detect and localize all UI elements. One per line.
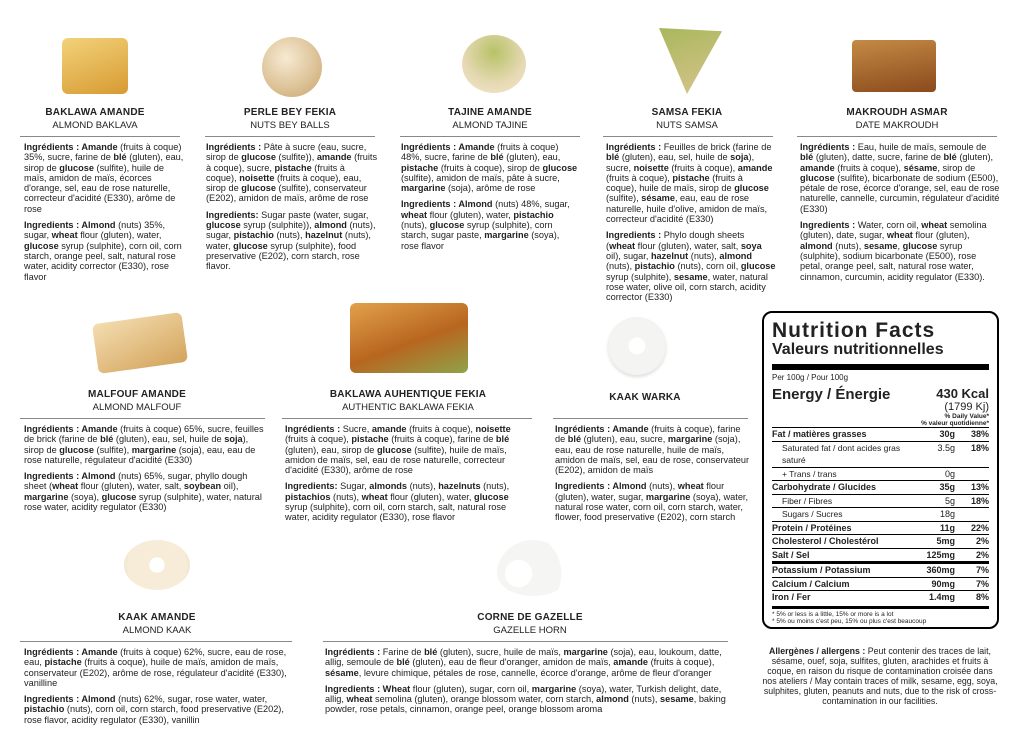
nutrient-name: Fiber / Fibres (782, 495, 833, 506)
ingredients-fr: Ingrédients : Amande (fruits à coque) 65%, sucre, feuilles de brick (farine de blé (gluten), eau, sel, huile de soja), sirop de glucose (sulfite), margarine (soja), eau, eau de rose naturelle, régulateur d'acidité (E330) (24, 424, 264, 465)
malfouf-amande-ingredients (24, 424, 266, 518)
nutrient-amount: 0g (944, 468, 955, 479)
nutrient-amount: 35g (939, 482, 955, 492)
ingredients-fr: Ingrédients : Amande (fruits à coque) 62%, sucre, eau de rose, eau, pistache (fruits à coque), huile de maïs, amidon de maïs, conservateur (E202), arôme de rose, régulateur d'acidité (E330), vanilline (24, 647, 287, 688)
nutrition-facts-panel (762, 311, 999, 629)
ingredients-fr: Ingrédients : Pâte à sucre (eau, sucre, sirop de glucose (sulfite)), amande (fruits à coque), sucre, pistache (fruits à coque), noisette (fruits à coque), eau, sirop de glucose (sulfite), conservateur (E202), amidon de maïs, arôme de rose (206, 142, 378, 204)
makroudh-asmar-ingredients (800, 142, 1000, 288)
energy-kcal: 430 Kcal (936, 386, 989, 401)
baklawa-fekia-ingredients (285, 424, 533, 529)
ingredients-fr: Ingrédients : Amande (fruits à coque) 35%, sucre, farine de blé (gluten), eau, sirop de glucose (sulfite), huile de maïs, amidon de maïs, écorces d'orange, sel, eau de rose naturelle, correcteur d'acidité (E330), arôme de rose (24, 142, 184, 214)
nutrient-percent: 13% (970, 482, 989, 492)
nutrient-name: Fat / matières grasses (772, 429, 867, 439)
nutrient-name: Calcium / Calcium (772, 578, 850, 589)
nutrient-name: Saturated fat / dont acides gras saturé (782, 442, 901, 465)
baklawa-amande-ingredients (24, 142, 186, 288)
ingredients-en: Ingredients: Sugar, almonds (nuts), hazelnuts (nuts), pistachios (nuts), wheat flour (gluten), water, glucose syrup (sulphite), corn oil, corn starch, salt, natural rose water, acidity regulator (E330), rose flavor (285, 481, 510, 523)
daily-value-en: % Daily Value* (944, 413, 989, 420)
baklawa-amande-title: BAKLAWA AMANDE (45, 107, 145, 118)
nutrient-row (772, 548, 989, 562)
energy-row (772, 386, 989, 413)
perle-bey-title: PERLE BEY FEKIA (243, 107, 337, 118)
divider (553, 418, 748, 419)
kaak-amande-photo (124, 540, 190, 590)
ingredients-en: Ingredients : Almond (nuts), wheat flour (gluten), water, sugar, margarine (soya), water, natural rose water, corn oil, corn starch, water, flower, food preservative (E202), corn starch (555, 481, 749, 523)
ingredients-en: Ingredients : Water, corn oil, wheat semolina (gluten), date, sugar, wheat flour (gluten), almond (nuts), sesame, glucose syrup (sulphite), sodium bicarbonate (E500), rose petal, orange peel, salt, natural rose water, cinnamon, curcumin, acidity regulator (E330). (800, 220, 987, 282)
divider (603, 136, 773, 137)
footnote-en: * 5% or less is a little, 15% or more is a lot (772, 610, 894, 618)
kaak-amande-ingredients (24, 647, 292, 731)
tajine-amande-photo (462, 35, 526, 93)
perle-bey-ingredients (206, 142, 378, 278)
nutrient-name: Cholesterol / Cholestérol (772, 536, 879, 546)
nutrient-amount: 5g (944, 495, 955, 506)
divider (400, 136, 580, 137)
nutrient-amount: 18g (939, 509, 955, 519)
nutrient-percent: 38% (970, 429, 989, 439)
daily-value-fr: % valeur quotidienne* (921, 420, 989, 427)
tajine-amande-title: TAJINE AMANDE (448, 107, 532, 118)
malfouf-amande-photo (92, 312, 188, 374)
daily-value-header (772, 413, 989, 427)
baklawa-amande-subtitle: ALMOND BAKLAVA (52, 120, 138, 131)
nutrient-row (772, 561, 989, 577)
ingredients-en: Ingredients : Phylo dough sheets (wheat flour (gluten), water, salt, soya oil), sugar, hazelnut (nuts), almond (nuts), pistachio (nuts), corn oil, glucose syrup (sulphite), sesame, water, natural rose water, olive oil, corn starch, acidity corrector (E330) (606, 230, 776, 303)
nutrient-name: Salt / Sel (772, 549, 810, 560)
divider (282, 418, 532, 419)
makroudh-asmar-subtitle: DATE MAKROUDH (855, 120, 939, 131)
makroudh-asmar-photo (852, 40, 936, 92)
nutrient-row (772, 427, 989, 441)
malfouf-amande-subtitle: ALMOND MALFOUF (92, 402, 182, 413)
nutrient-name: Potassium / Potassium (772, 565, 871, 575)
nutrient-percent (955, 468, 989, 481)
nutrient-amount: 360mg (926, 565, 955, 575)
tajine-amande-subtitle: ALMOND TAJINE (452, 120, 528, 131)
nutrient-percent: 7% (975, 578, 989, 589)
nutrient-row (772, 480, 989, 494)
nutrient-percent: 2% (975, 549, 989, 560)
nutrient-name: Protein / Protéines (772, 522, 852, 533)
divider (20, 641, 292, 642)
kaak-warka-photo (608, 317, 666, 375)
corne-gazelle-photo (497, 540, 569, 596)
nutrient-name: + Trans / trans (782, 468, 837, 479)
nutrient-row (772, 534, 989, 548)
nutrient-row (772, 507, 989, 521)
nutrient-percent: 8% (975, 592, 989, 602)
ingredients-fr: Ingrédients : Eau, huile de maïs, semoule de blé (gluten), datte, sucre, farine de blé (gluten), amande (fruits à coque), sésame, sirop de glucose (sulfite), bicarbonate de sodium (E500), pétale de rose, écorce d'orange, sel, eau de rose naturelle, cannelle, curcumin, régulateur d'acidité (E330) (800, 142, 1000, 214)
nutrient-percent: 22% (970, 522, 989, 533)
divider (20, 136, 180, 137)
samsa-fekia-title: SAMSA FEKIA (651, 107, 723, 118)
energy-label: Energy / Énergie (772, 386, 891, 403)
nutrient-percent: 18% (970, 495, 989, 506)
nutrient-percent (955, 508, 989, 521)
nutrient-percent: 18% (970, 442, 989, 453)
nutrient-row (772, 521, 989, 535)
divider (323, 641, 728, 642)
ingredients-fr: Ingrédients : Amande (fruits à coque) 48%, sucre, farine de blé (gluten), eau, pistache (fruits à coque), sirop de glucose (sulfite), amidon de maïs, pâte à sucre, margarine (soja), arôme de rose (401, 142, 578, 194)
nutrient-amount: 5mg (936, 536, 955, 546)
nutrient-name: Iron / Fer (772, 592, 811, 602)
nutrient-amount: 11g (939, 522, 955, 533)
ingredients-fr: Ingrédients : Feuilles de brick (farine de blé (gluten), eau, sel, huile de soja), sucre, noisette (fruits à coque), amande (fruits à coque), pistache (fruits à coque), huile de maïs, sirop de glucose (sulfite), sésame, eau, eau de rose naturelle, huile d'olive, amidon de maïs, correcteur d'acidité (E330) (606, 142, 773, 225)
baklawa-amande-photo (62, 38, 128, 94)
kaak-amande-title: KAAK AMANDE (118, 612, 196, 623)
samsa-fekia-subtitle: NUTS SAMSA (656, 120, 718, 131)
nutrient-name: Sugars / Sucres (782, 509, 843, 519)
nutrient-amount: 125mg (926, 549, 955, 560)
nutrient-rows (772, 427, 989, 604)
nutrient-name: Carbohydrate / Glucides (772, 482, 877, 492)
nutrient-amount: 90mg (931, 578, 955, 589)
divider (772, 364, 989, 370)
ingredients-fr: Ingrédients : Amande (fruits à coque), farine de blé (gluten), eau, sucre, margarine (soja), eau, eau de rose naturelle, huile de maïs, amidon de maïs, sel, eau de rose, conservateur (E202), amidon de maïs (555, 424, 750, 476)
nutrient-row (772, 494, 989, 508)
tajine-amande-ingredients (401, 142, 579, 257)
nutrient-percent: 7% (975, 565, 989, 575)
kaak-amande-subtitle: ALMOND KAAK (122, 625, 192, 636)
energy-value (936, 386, 989, 413)
divider (20, 418, 265, 419)
kaak-warka-ingredients (555, 424, 750, 529)
nutrient-percent: 2% (975, 536, 989, 546)
divider (797, 136, 997, 137)
footnote-fr: * 5% ou moins c'est peu, 15% ou plus c'est beaucoup (772, 618, 927, 625)
corne-gazelle-title: CORNE DE GAZELLE (477, 612, 583, 623)
ingredients-en: Ingredients : Almond (nuts) 35%, sugar, wheat flour (gluten), water, glucose syrup (sulphite), corn oil, corn starch, orange peel, salt, natural rose water, acidity corrector (E330), rose flavor (24, 220, 182, 282)
baklawa-fekia-photo (350, 303, 468, 373)
nutrient-amount: 3.5g (937, 442, 955, 453)
samsa-fekia-ingredients (606, 142, 776, 308)
ingredients-fr: Ingrédients : Farine de blé (gluten), sucre, huile de maïs, margarine (soja), eau, loukoum, datte, allig, semoule de blé (gluten), eau de fleur d'oranger, amidon de maïs, amande (fruits à coque), sésame, levure chimique, pétales de rose, cannelle, écorce d'orange, arôme de fleur d'oranger (325, 647, 722, 678)
nutrient-amount: 1.4mg (928, 592, 955, 602)
nutrition-footnote (772, 606, 989, 626)
ingredients-en: Ingredients: Sugar paste (water, sugar, glucose syrup (sulphite)), almond (nuts), sugar, pistachio (nuts), hazelnut (nuts), water, glucose syrup (sulphite), food preservative (E202), corn starch, rose flavor. (206, 209, 376, 272)
ingredients-en: Ingredients : Wheat flour (gluten), sugar, corn oil, margarine (soya), water, Turkish delight, date, allig, wheat semolina (gluten), orange blossom water, corn starch, almond (nuts), sesame, baking powder, rose petals, cinnamon, orange peel, orange blossom aroma (325, 683, 726, 715)
malfouf-amande-title: MALFOUF AMANDE (88, 389, 186, 400)
kaak-warka-title: KAAK WARKA (609, 392, 681, 403)
baklawa-fekia-subtitle: AUTHENTIC BAKLAWA FEKIA (342, 402, 474, 413)
energy-kj: (1799 Kj) (944, 401, 989, 413)
serving-size: Per 100g / Pour 100g (772, 373, 849, 382)
nutrition-title: Nutrition Facts (772, 319, 936, 342)
ingredients-en: Ingredients : Almond (nuts) 65%, sugar, phyllo dough sheet (wheat flour (gluten), water, salt, soybean oil), margarine (soya), glucose syrup (sulphite), water, natural rose water, acidity regulator (E330) (24, 471, 262, 513)
ingredients-fr: Ingrédients : Sucre, amande (fruits à coque), noisette (fruits à coque), pistache (fruits à coque), farine de blé (gluten), eau, sirop de glucose (sulfite), huile de maïs, amidon de maïs, sel, eau de rose naturelle, correcteur d'acidité (E330), arôme de rose (285, 424, 511, 476)
makroudh-asmar-title: MAKROUDH ASMAR (846, 107, 948, 118)
nutrient-row (772, 441, 989, 467)
baklawa-fekia-title: BAKLAWA AUHENTIQUE FEKIA (329, 389, 487, 400)
nutrient-row (772, 590, 989, 604)
corne-gazelle-ingredients (325, 647, 730, 721)
ingredients-en: Ingredients : Almond (nuts) 62%, sugar, rose water, water, pistachio (nuts), corn oil, corn starch, food preservative (E202), rose flavor, acidity regulator (E330), vanillin (24, 694, 284, 725)
allergen-notice: Allergènes / allergens : Peut contenir des traces de lait, sésame, ouef, soja, sulfites, gluten, arachides et fruits à coque, en raison du risque de contamination croisée dans nos ateliers / May contain traces of milk, sesame, egg, soya, sulphites, gluten, peanuts and nuts, due to the risk of cross-contamination in our facilities. (762, 646, 998, 706)
corne-gazelle-subtitle: GAZELLE HORN (493, 625, 567, 636)
nutrient-row (772, 467, 989, 481)
divider (205, 136, 375, 137)
perle-bey-photo (262, 37, 322, 97)
ingredients-en: Ingredients : Almond (nuts) 48%, sugar, wheat flour (gluten), water, pistachio (nuts), glucose syrup (sulphite), corn starch, sugar paste, margarine (soya), rose flavor (401, 199, 570, 251)
perle-bey-subtitle: NUTS BEY BALLS (250, 120, 330, 131)
nutrient-amount: 30g (939, 429, 955, 439)
samsa-fekia-photo (652, 28, 722, 94)
nutrition-subtitle: Valeurs nutritionnelles (772, 341, 944, 358)
nutrient-row (772, 577, 989, 591)
